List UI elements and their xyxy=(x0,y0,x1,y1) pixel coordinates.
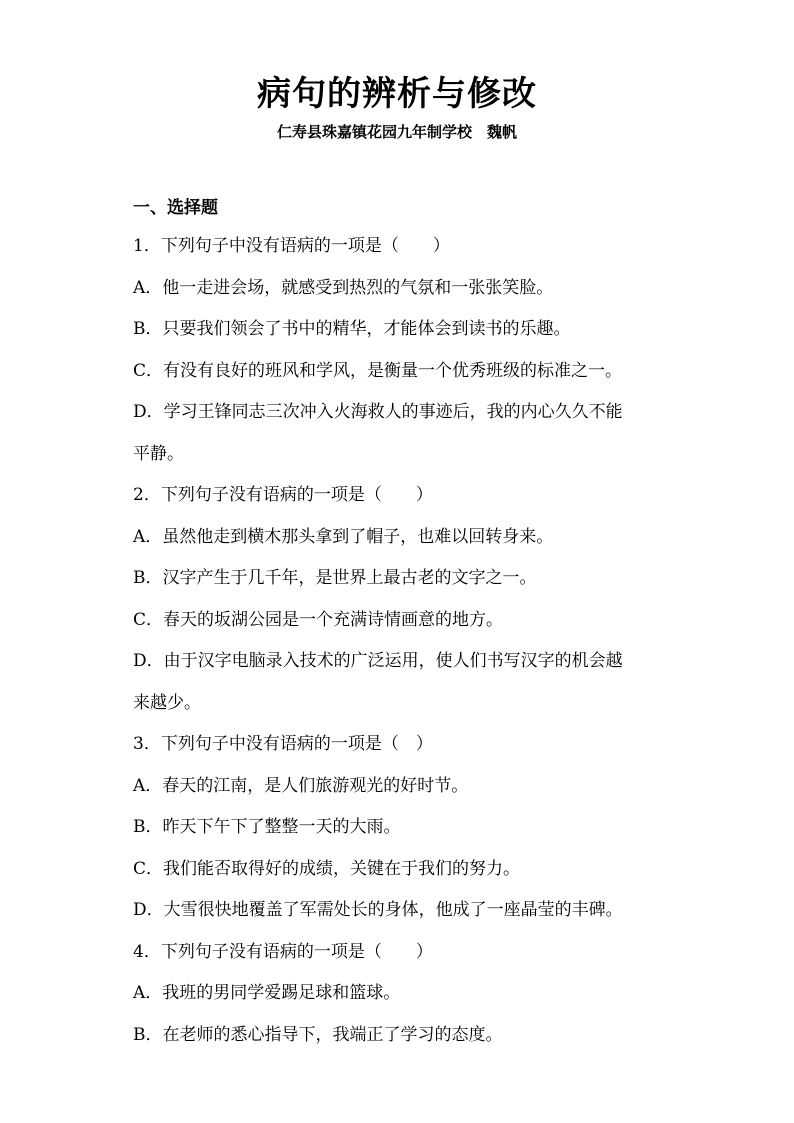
question-3-option-c: C．我们能否取得好的成绩，关键在于我们的努力。 xyxy=(133,858,521,879)
question-1-option-d-cont: 平静。 xyxy=(133,443,184,464)
document-title: 病句的辨析与修改 xyxy=(257,74,537,114)
question-2-option-d: D．由于汉字电脑录入技术的广泛运用，使人们书写汉字的机会越 xyxy=(133,651,623,671)
question-1-option-b: B．只要我们领会了书中的精华，才能体会到读书的乐趣。 xyxy=(133,319,571,339)
question-1-option-c: C．有没有良好的班风和学风，是衡量一个优秀班级的标准之一。 xyxy=(133,360,623,381)
question-4-option-a: A．我班的男同学爱踢足球和篮球。 xyxy=(133,983,401,1003)
question-1-option-a: A．他一走进会场，就感受到热烈的气氛和一张张笑脸。 xyxy=(133,277,554,298)
question-3-option-a: A．春天的江南，是人们旅游观光的好时节。 xyxy=(133,775,469,796)
question-3-option-d: D．大雪很快地覆盖了军需处长的身体，他成了一座晶莹的丰碑。 xyxy=(133,900,623,920)
question-1-option-d: D．学习王锋同志三次冲入火海救人的事迹后，我的内心久久不能 xyxy=(133,402,623,422)
document-author: 仁寿县珠嘉镇花园九年制学校 魏帆 xyxy=(276,123,517,141)
question-4-option-b: B．在老师的悉心指导下，我端正了学习的态度。 xyxy=(133,1024,503,1045)
question-4-stem: 4．下列句子没有语病的一项是（ ） xyxy=(133,941,433,962)
question-2-option-c: C．春天的坂湖公园是一个充满诗情画意的地方。 xyxy=(133,609,504,630)
question-3-stem: 3．下列句子中没有语病的一项是（ ） xyxy=(133,734,433,754)
question-2-stem: 2．下列句子没有语病的一项是（ ） xyxy=(133,485,433,505)
question-1-stem: 1．下列句子中没有语病的一项是（ ） xyxy=(133,236,450,256)
question-3-option-b: B．昨天下午下了整整一天的大雨。 xyxy=(133,817,401,837)
question-list xyxy=(133,226,673,1056)
section-heading: 一、选择题 xyxy=(133,198,218,218)
question-2-option-a: A．虽然他走到横木那头拿到了帽子，也难以回转身来。 xyxy=(133,526,554,547)
question-2-option-d-cont: 来越少。 xyxy=(133,692,201,713)
question-2-option-b: B．汉字产生于几千年，是世界上最古老的文字之一。 xyxy=(133,568,537,588)
